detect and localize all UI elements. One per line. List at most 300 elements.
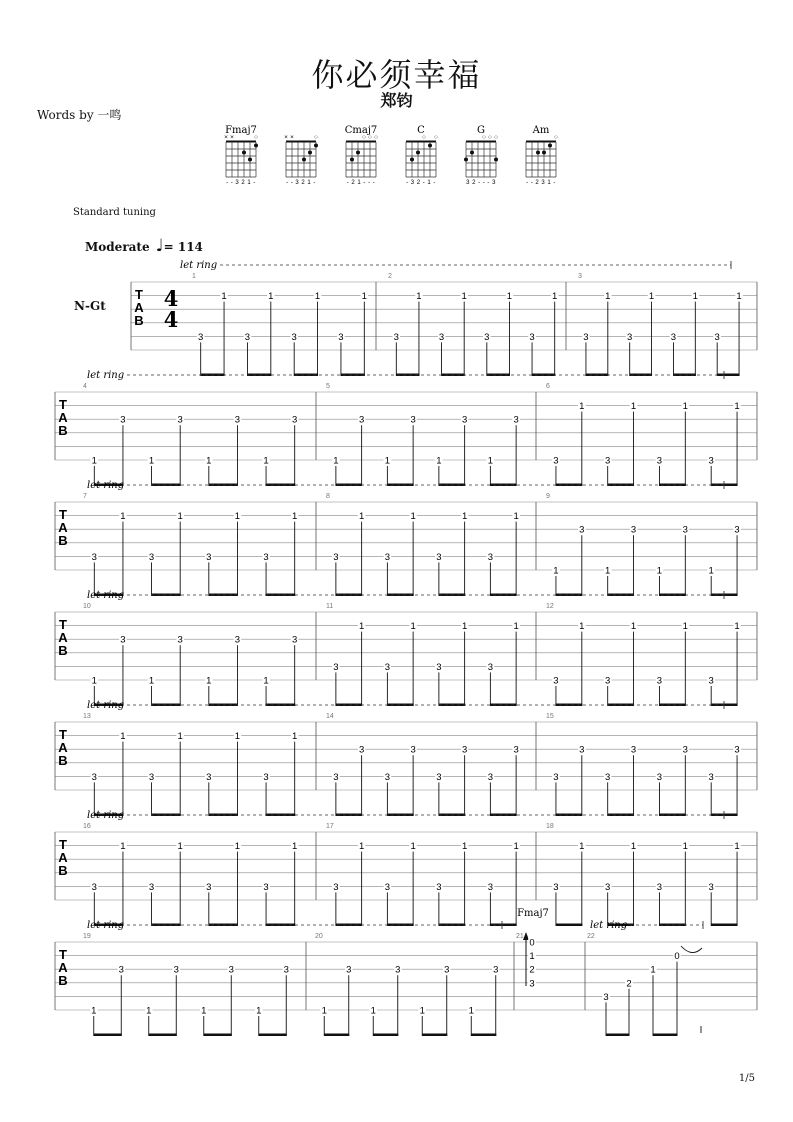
song-title: 你必须幸福 (311, 56, 482, 94)
note-beam (556, 924, 582, 927)
fret-number: 1 (120, 731, 126, 743)
measure-number: 20 (315, 933, 323, 940)
fret-number: 3 (384, 771, 391, 783)
fret-number: 3 (393, 331, 399, 343)
fret-number: 3 (734, 744, 740, 756)
fret-number: 1 (552, 291, 558, 303)
tab-measure (83, 493, 298, 596)
fret-number: 3 (292, 634, 298, 646)
finger-dot (464, 158, 468, 162)
open-string-mark: ○ (362, 134, 366, 141)
measure-number: 22 (587, 933, 595, 940)
fret-number: 1 (177, 731, 183, 743)
fret-number: 3 (438, 331, 445, 343)
chord-name: C (417, 125, 425, 136)
fret-number: 1 (177, 511, 183, 523)
tab-measure (315, 933, 500, 1036)
fret-number: 3 (91, 771, 97, 783)
fret-number: 3 (553, 771, 559, 783)
fret-number: 1 (506, 291, 513, 303)
fret-number: 1 (461, 511, 468, 523)
muted-string-mark: × (290, 134, 294, 141)
let-ring-label: let ring (87, 920, 125, 931)
fret-number: 1 (529, 951, 535, 963)
tab-measure (546, 823, 741, 926)
tab-measure (83, 823, 298, 926)
let-ring-label: let ring (87, 810, 125, 821)
tab-clef-letter: B (58, 753, 68, 768)
fret-number: 3 (91, 881, 97, 893)
fret-number: 1 (513, 511, 519, 523)
fret-number: 3 (333, 771, 339, 783)
measure-number: 1 (192, 273, 196, 280)
fret-number: 1 (734, 401, 740, 413)
fret-number: 1 (692, 291, 698, 303)
measure-number: 17 (326, 823, 334, 830)
tab-measure (546, 493, 741, 596)
fret-number: 1 (630, 841, 637, 853)
tab-measure (546, 383, 741, 486)
fret-number: 3 (384, 551, 391, 563)
fret-number: 1 (682, 401, 688, 413)
fret-number: 3 (263, 881, 269, 893)
measure-number: 4 (83, 383, 87, 390)
tie-arc (681, 946, 702, 953)
fret-number: 3 (177, 634, 183, 646)
fret-number: 1 (513, 621, 519, 633)
measure-number: 2 (388, 273, 392, 280)
tab-clef-letter: T (59, 397, 67, 412)
fret-number: 1 (91, 455, 97, 467)
tab-clef-letter: B (58, 973, 68, 988)
open-string-mark: ○ (482, 134, 486, 141)
fret-number: 3 (410, 744, 416, 756)
tab-system (55, 908, 757, 1036)
tuning-label: Standard tuning (73, 207, 156, 218)
fret-number: 1 (146, 1005, 152, 1017)
fret-number: 3 (263, 771, 269, 783)
fret-number: 1 (410, 841, 416, 853)
fret-number: 3 (206, 771, 212, 783)
tab-clef-letter: T (59, 507, 67, 522)
fret-number: 3 (333, 551, 339, 563)
tab-measure (546, 713, 741, 816)
time-signature-denominator: 4 (163, 307, 179, 332)
fret-number: 3 (656, 771, 663, 783)
fret-number: 3 (579, 744, 585, 756)
tempo-bpm: = 114 (163, 240, 203, 254)
fret-number: 3 (206, 551, 212, 563)
fret-number: 3 (670, 331, 677, 343)
fret-number: 3 (118, 964, 124, 976)
tab-clef-letter: B (58, 643, 68, 658)
tab-clef-letter: B (134, 313, 144, 328)
chord-diagram (406, 125, 438, 186)
note-beam (422, 1034, 447, 1037)
fret-number: 3 (682, 524, 688, 536)
tab-measure (83, 713, 298, 816)
tab-clef-letter: A (58, 410, 68, 425)
fret-number: 1 (384, 455, 391, 467)
fret-number: 1 (734, 841, 740, 853)
fret-number: 3 (148, 771, 155, 783)
fret-number: 1 (120, 511, 126, 523)
fret-number: 3 (630, 744, 637, 756)
song-artist: 郑钧 (380, 91, 413, 110)
fret-number: 3 (148, 881, 155, 893)
strum-up-arrow-icon (523, 932, 529, 940)
fret-number: 3 (484, 331, 490, 343)
fret-number: 3 (656, 675, 663, 687)
chord-name: Fmaj7 (225, 125, 257, 136)
fret-number: 3 (708, 771, 714, 783)
fret-number: 1 (650, 964, 656, 976)
tab-measure (578, 273, 743, 376)
note-beam (204, 1034, 232, 1037)
measure-number: 15 (546, 713, 554, 720)
fret-number: 1 (682, 841, 688, 853)
finger-dot (308, 151, 312, 155)
fret-number: 1 (461, 291, 467, 303)
tab-clef-letter: A (58, 850, 68, 865)
fret-number: 3 (603, 991, 609, 1003)
fret-number: 1 (263, 675, 269, 687)
open-string-mark: ○ (488, 134, 492, 141)
finger-dot (494, 158, 498, 162)
fret-number: 1 (513, 841, 519, 853)
finger-dot (302, 158, 306, 162)
fret-number: 0 (674, 951, 680, 963)
fret-number: 1 (234, 731, 241, 743)
open-string-mark: ○ (494, 134, 498, 141)
fret-number: 3 (198, 331, 204, 343)
fret-number: 1 (436, 455, 442, 467)
open-string-mark: ○ (554, 134, 558, 141)
tab-measure (192, 273, 368, 376)
fret-number: 1 (221, 291, 227, 303)
fret-number: 1 (120, 841, 126, 853)
fret-number: 3 (605, 455, 611, 467)
measure-number: 10 (83, 603, 91, 610)
fret-number: 1 (292, 731, 298, 743)
let-ring-label: let ring (87, 590, 125, 601)
fret-number: 3 (234, 634, 241, 646)
fret-number: 1 (630, 621, 637, 633)
fret-number: 3 (395, 964, 401, 976)
tab-clef-letter: T (59, 947, 67, 962)
fret-number: 1 (206, 675, 212, 687)
chord-diagram (464, 125, 498, 186)
fret-number: 3 (228, 964, 234, 976)
chord-fingering: - - 3 2 1 - (226, 180, 256, 186)
chord-diagram (224, 125, 258, 186)
fret-number: 1 (314, 291, 321, 303)
fret-number: 3 (714, 331, 720, 343)
tab-clef-letter: A (58, 520, 68, 535)
fret-number: 1 (410, 621, 416, 633)
fret-number: 1 (734, 621, 740, 633)
fret-number: 3 (358, 414, 365, 426)
chord-name: G (477, 125, 485, 136)
chord-name: Fmaj7 (517, 908, 549, 919)
fret-number: 3 (708, 675, 714, 687)
fret-number: 3 (461, 744, 468, 756)
fret-number: 3 (529, 331, 535, 343)
fret-number: 2 (626, 978, 632, 990)
fret-number: 3 (346, 964, 352, 976)
tab-clef-letter: A (58, 740, 68, 755)
fret-number: 1 (358, 621, 365, 633)
tab-system (55, 810, 757, 926)
tab-clef-letter: A (134, 300, 144, 315)
let-ring-label: let ring (590, 920, 628, 931)
fret-number: 1 (263, 455, 269, 467)
let-ring-label: let ring (87, 700, 125, 711)
fret-number: 3 (283, 964, 289, 976)
fret-number: 1 (177, 841, 183, 853)
fret-number: 3 (436, 551, 442, 563)
fret-number: 3 (244, 331, 251, 343)
finger-dot (248, 158, 252, 162)
fret-number: 3 (487, 881, 494, 893)
fret-number: 3 (605, 771, 611, 783)
fret-number: 3 (173, 964, 179, 976)
fret-number: 1 (579, 621, 585, 633)
fret-number: 1 (605, 565, 611, 577)
fret-number: 3 (553, 881, 559, 893)
finger-dot (356, 151, 360, 155)
fret-number: 3 (206, 881, 212, 893)
fret-number: 3 (493, 964, 499, 976)
fret-number: 1 (333, 455, 339, 467)
fret-number: 1 (579, 841, 585, 853)
measure-number: 13 (83, 713, 91, 720)
fret-number: 1 (256, 1005, 262, 1017)
fret-number: 3 (120, 634, 126, 646)
chord-nut (526, 141, 556, 143)
let-ring-label: let ring (87, 370, 125, 381)
chord-name: Cmaj7 (344, 125, 378, 136)
finger-dot (536, 151, 540, 155)
tab-system (55, 590, 757, 706)
fret-number: 3 (656, 455, 663, 467)
fret-number: 3 (384, 881, 391, 893)
tab-clef-letter: B (58, 533, 68, 548)
fret-number: 3 (529, 978, 535, 990)
fret-number: 3 (682, 744, 688, 756)
fret-number: 3 (461, 414, 468, 426)
fret-number: 3 (605, 675, 611, 687)
fret-number: 3 (333, 661, 339, 673)
finger-dot (254, 144, 258, 148)
measure-number: 7 (83, 493, 87, 500)
note-beam (324, 1034, 349, 1037)
fret-number: 3 (734, 524, 740, 536)
fret-number: 1 (605, 291, 611, 303)
fret-number: 1 (656, 565, 663, 577)
fret-number: 1 (648, 291, 655, 303)
chord-fingering: - - 3 2 1 - (286, 180, 316, 186)
finger-dot (428, 144, 432, 148)
tab-system (131, 260, 757, 376)
time-signature-numerator: 4 (163, 286, 179, 311)
tab-clef-letter: A (58, 630, 68, 645)
fret-number: 3 (436, 881, 442, 893)
quarter-note-icon: ♩ (155, 236, 164, 256)
chord-diagram (526, 125, 558, 186)
tab-measure (388, 273, 558, 376)
fret-number: 1 (292, 511, 298, 523)
fret-number: 1 (234, 511, 241, 523)
tab-system (55, 370, 757, 486)
tab-clef-letter: B (58, 423, 68, 438)
fret-number: 1 (292, 841, 298, 853)
note-beam (259, 1034, 287, 1037)
fret-number: 3 (436, 661, 442, 673)
fret-number: 1 (736, 291, 742, 303)
tab-clef-letter: B (58, 863, 68, 878)
note-beam (653, 1034, 678, 1037)
fret-number: 3 (627, 331, 633, 343)
fret-number: 3 (234, 414, 241, 426)
finger-dot (416, 151, 420, 155)
fret-number: 3 (513, 414, 519, 426)
chord-nut (406, 141, 436, 143)
fret-number: 1 (468, 1005, 474, 1017)
finger-dot (542, 151, 546, 155)
fret-number: 1 (630, 401, 637, 413)
fret-number: 3 (579, 524, 585, 536)
fret-number: 3 (583, 331, 589, 343)
fret-number: 3 (292, 414, 298, 426)
fret-number: 3 (656, 881, 663, 893)
finger-dot (410, 158, 414, 162)
fret-number: 3 (605, 881, 611, 893)
chord-fingering: - - 2 3 1 - (526, 180, 556, 186)
open-string-mark: ○ (254, 134, 258, 141)
fret-number: 1 (234, 841, 241, 853)
fret-number: 1 (268, 291, 274, 303)
words-by: Words by 一鸣 (37, 108, 122, 122)
measure-number: 11 (326, 603, 334, 610)
measure-number: 14 (326, 713, 334, 720)
chord-fingering: 3 2 - - - 3 (466, 180, 496, 186)
tab-clef-letter: T (59, 837, 67, 852)
fret-number: 1 (682, 621, 688, 633)
chord-name: Am (532, 125, 550, 136)
fret-number: 3 (177, 414, 183, 426)
chord-fingering: - 3 2 - 1 - (406, 180, 436, 186)
fret-number: 1 (487, 455, 494, 467)
measure-number: 3 (578, 273, 582, 280)
tab-measure (326, 603, 520, 706)
tab-measure (326, 823, 520, 926)
measure-number: 19 (83, 933, 91, 940)
fret-number: 3 (487, 661, 494, 673)
fret-number: 3 (148, 551, 155, 563)
fret-number: 3 (358, 744, 365, 756)
fret-number: 1 (410, 511, 416, 523)
tab-clef-letter: A (58, 960, 68, 975)
tab-measure (83, 603, 298, 706)
open-string-mark: ○ (314, 134, 318, 141)
fret-number: 1 (358, 841, 365, 853)
tab-clef-letter: T (135, 287, 143, 302)
open-string-mark: ○ (374, 134, 378, 141)
chord-diagram (284, 134, 318, 186)
fret-number: 1 (416, 291, 422, 303)
fret-number: 3 (487, 551, 494, 563)
chord-diagram (345, 125, 378, 186)
open-string-mark: ○ (422, 134, 426, 141)
fret-number: 3 (553, 675, 559, 687)
fret-number: 1 (579, 401, 585, 413)
let-ring-label: let ring (180, 260, 218, 271)
measure-number: 18 (546, 823, 554, 830)
fret-number: 3 (553, 455, 559, 467)
fret-number: 3 (410, 414, 416, 426)
tab-measure (326, 713, 520, 816)
fret-number: 3 (263, 551, 269, 563)
fret-number: 1 (206, 455, 212, 467)
tab-measure (546, 603, 741, 706)
fret-number: 3 (384, 661, 391, 673)
open-string-mark: ○ (368, 134, 372, 141)
tab-measure (83, 933, 290, 1036)
page-number: 1/5 (738, 1073, 755, 1084)
note-beam (711, 924, 737, 927)
muted-string-mark: × (224, 134, 228, 141)
fret-number: 3 (487, 771, 494, 783)
fret-number: 1 (91, 1005, 97, 1017)
measure-number: 12 (546, 603, 554, 610)
note-beam (149, 1034, 177, 1037)
finger-dot (350, 158, 354, 162)
fret-number: 1 (201, 1005, 207, 1017)
fret-number: 1 (148, 675, 155, 687)
fret-number: 1 (419, 1005, 425, 1017)
muted-string-mark: × (284, 134, 288, 141)
fret-number: 1 (370, 1005, 376, 1017)
note-beam (471, 1034, 496, 1037)
open-string-mark: ○ (434, 134, 438, 141)
fret-number: 3 (436, 771, 442, 783)
let-ring-label: let ring (87, 480, 125, 491)
chord-fingering: - 2 1 - - - (346, 180, 376, 186)
measure-number: 16 (83, 823, 91, 830)
measure-number: 21 (516, 933, 524, 940)
tab-system (55, 480, 757, 596)
fret-number: 1 (361, 291, 367, 303)
fret-number: 3 (513, 744, 519, 756)
fret-number: 0 (529, 937, 535, 949)
note-beam (94, 1034, 122, 1037)
fret-number: 3 (291, 331, 297, 343)
fret-number: 1 (461, 621, 468, 633)
fret-number: 3 (708, 455, 714, 467)
fret-number: 3 (630, 524, 637, 536)
muted-string-mark: × (230, 134, 234, 141)
fret-number: 1 (553, 565, 559, 577)
fret-number: 3 (708, 881, 714, 893)
finger-dot (242, 151, 246, 155)
tab-measure (83, 383, 298, 486)
finger-dot (470, 151, 474, 155)
fret-number: 3 (333, 881, 339, 893)
tab-measure (326, 383, 520, 486)
finger-dot (314, 144, 318, 148)
fret-number: 3 (120, 414, 126, 426)
